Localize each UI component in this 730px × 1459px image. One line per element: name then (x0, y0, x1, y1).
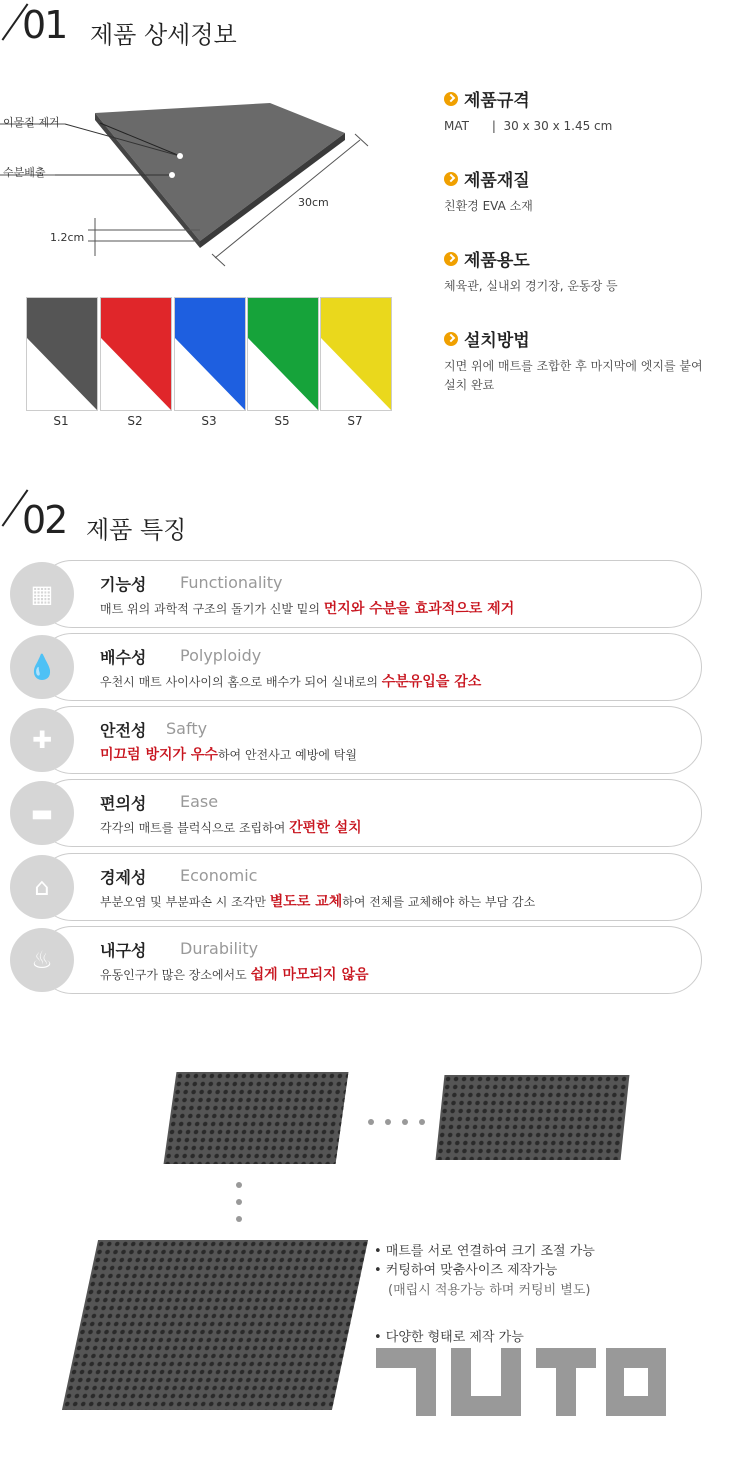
feature-row (10, 853, 702, 921)
feature-description (100, 817, 362, 837)
house-key-icon: ⌂ (10, 855, 74, 919)
section-number: 02 (22, 498, 67, 542)
grid-drop-icon: ▦ (10, 562, 74, 626)
feature-text: 각각의 매트를 블럭식으로 조립하여 (100, 821, 290, 835)
spec-install (444, 326, 724, 395)
feature-description (100, 964, 369, 984)
spec-heading: 설치방법 (464, 331, 530, 351)
color-swatch (174, 297, 246, 411)
note-item: (매립시 적용가능 하며 커팅비 별도) (388, 1283, 591, 1298)
diagram-label-length: 30cm (298, 196, 329, 209)
feature-text: 하여 전체를 교체해야 하는 부담 감소 (342, 895, 536, 909)
feature-subtitle: Ease (180, 792, 219, 811)
chevron-circle-icon (444, 332, 458, 346)
feature-description (100, 598, 514, 618)
feature-text: 우천시 매트 사이사이의 홈으로 배수가 되어 실내로의 (100, 675, 382, 689)
water-drops-icon: 💧 (10, 635, 74, 699)
spec-material (444, 166, 724, 246)
section-title: 제품 특징 (86, 516, 187, 544)
dot-icon (236, 1199, 242, 1205)
feature-description (100, 891, 535, 911)
mat-image (164, 1072, 349, 1164)
diagram-label-thickness: 1.2cm (50, 231, 85, 244)
feature-subtitle: Durability (180, 939, 259, 958)
feature-row (10, 706, 702, 774)
feature-subtitle: Safty (166, 719, 208, 738)
note-item: • 매트를 서로 연결하여 크기 조절 가능 (374, 1244, 595, 1259)
chevron-circle-icon (444, 252, 458, 266)
feature-subtitle: Polyploidy (180, 646, 262, 665)
spec-list (444, 86, 724, 395)
feature-title: 경제성 (100, 868, 147, 887)
note-item: • 다양한 형태로 제작 가능 (374, 1330, 524, 1345)
chevron-circle-icon (444, 92, 458, 106)
product-diagram (0, 78, 400, 278)
mat-image (436, 1075, 630, 1160)
feature-description (100, 744, 357, 764)
block-icon: ▬ (10, 781, 74, 845)
color-swatch (247, 297, 319, 411)
feature-highlight: 별도로 교체 (269, 894, 343, 910)
feature-text: 유동인구가 많은 장소에서도 (100, 968, 251, 982)
swatch-fill (27, 298, 97, 410)
feature-text: 부분오염 및 부분파손 시 조각만 (100, 895, 270, 909)
feature-text: 하여 안전사고 예방에 탁월 (217, 748, 357, 762)
feature-subtitle: Functionality (180, 573, 283, 592)
chevron-circle-icon (444, 172, 458, 186)
dot-icon (236, 1182, 242, 1188)
spec-text: 체육관, 실내외 경기장, 운동장 등 (444, 279, 618, 293)
diagram-label-dust: 이물질 제거 (3, 116, 60, 129)
swatch-label: S2 (127, 414, 143, 428)
mat-image-large (62, 1240, 368, 1410)
dot-icon (419, 1119, 425, 1125)
spec-text: 친환경 EVA 소재 (444, 199, 533, 213)
feature-highlight: 먼지와 수분을 효과적으로 제거 (323, 601, 515, 617)
safety-cross-icon: ✚ (10, 708, 74, 772)
feature-title: 배수성 (100, 648, 147, 667)
feature-title: 안전성 (100, 721, 147, 740)
color-swatch (320, 297, 392, 411)
feature-title: 내구성 (100, 941, 147, 960)
feature-description (100, 671, 481, 691)
diagram-label-drain: 수분배출 (3, 166, 46, 179)
swatch-fill (248, 298, 318, 410)
color-swatch (100, 297, 172, 411)
swatch-label: S3 (201, 414, 217, 428)
swatch-fill (101, 298, 171, 410)
swatch-label: S5 (274, 414, 290, 428)
dot-icon (236, 1216, 242, 1222)
feature-title: 기능성 (100, 575, 147, 594)
feature-title: 편의성 (100, 794, 147, 813)
feature-highlight: 수분유입을 감소 (381, 674, 482, 690)
feature-row (10, 560, 702, 628)
spec-text: 지면 위에 매트를 조합한 후 마지막에 엣지를 붙여 설치 완료 (444, 359, 703, 392)
swatch-label: S1 (53, 414, 69, 428)
dot-icon (402, 1119, 408, 1125)
feature-row (10, 779, 702, 847)
swatch-label: S7 (347, 414, 363, 428)
swatch-fill (175, 298, 245, 410)
section-number: 01 (22, 3, 67, 47)
feature-highlight: 간편한 설치 (289, 820, 362, 836)
bulb-icon: ♨ (10, 928, 74, 992)
feature-highlight: 미끄럼 방지가 우수 (100, 747, 218, 763)
spec-heading: 제품재질 (464, 171, 530, 191)
feature-row (10, 633, 702, 701)
spec-heading: 제품용도 (464, 251, 530, 271)
dot-icon (385, 1119, 391, 1125)
spec-size (444, 86, 724, 166)
dot-icon (368, 1119, 374, 1125)
feature-text: 매트 위의 과학적 구조의 돌기가 신발 밑의 (100, 602, 324, 616)
section-title: 제품 상세정보 (90, 21, 237, 49)
feature-row (10, 926, 702, 994)
color-swatch (26, 297, 98, 411)
spec-heading: 제품규격 (464, 91, 530, 111)
note-item: • 커팅하여 맞춤사이즈 제작가능 (374, 1263, 558, 1278)
feature-highlight: 쉽게 마모되지 않음 (250, 967, 369, 983)
spec-usage (444, 246, 724, 326)
swatch-fill (321, 298, 391, 410)
shape-samples-graphic (376, 1348, 666, 1416)
feature-subtitle: Economic (180, 866, 258, 885)
spec-text: MAT | 30 x 30 x 1.45 cm (444, 119, 613, 133)
